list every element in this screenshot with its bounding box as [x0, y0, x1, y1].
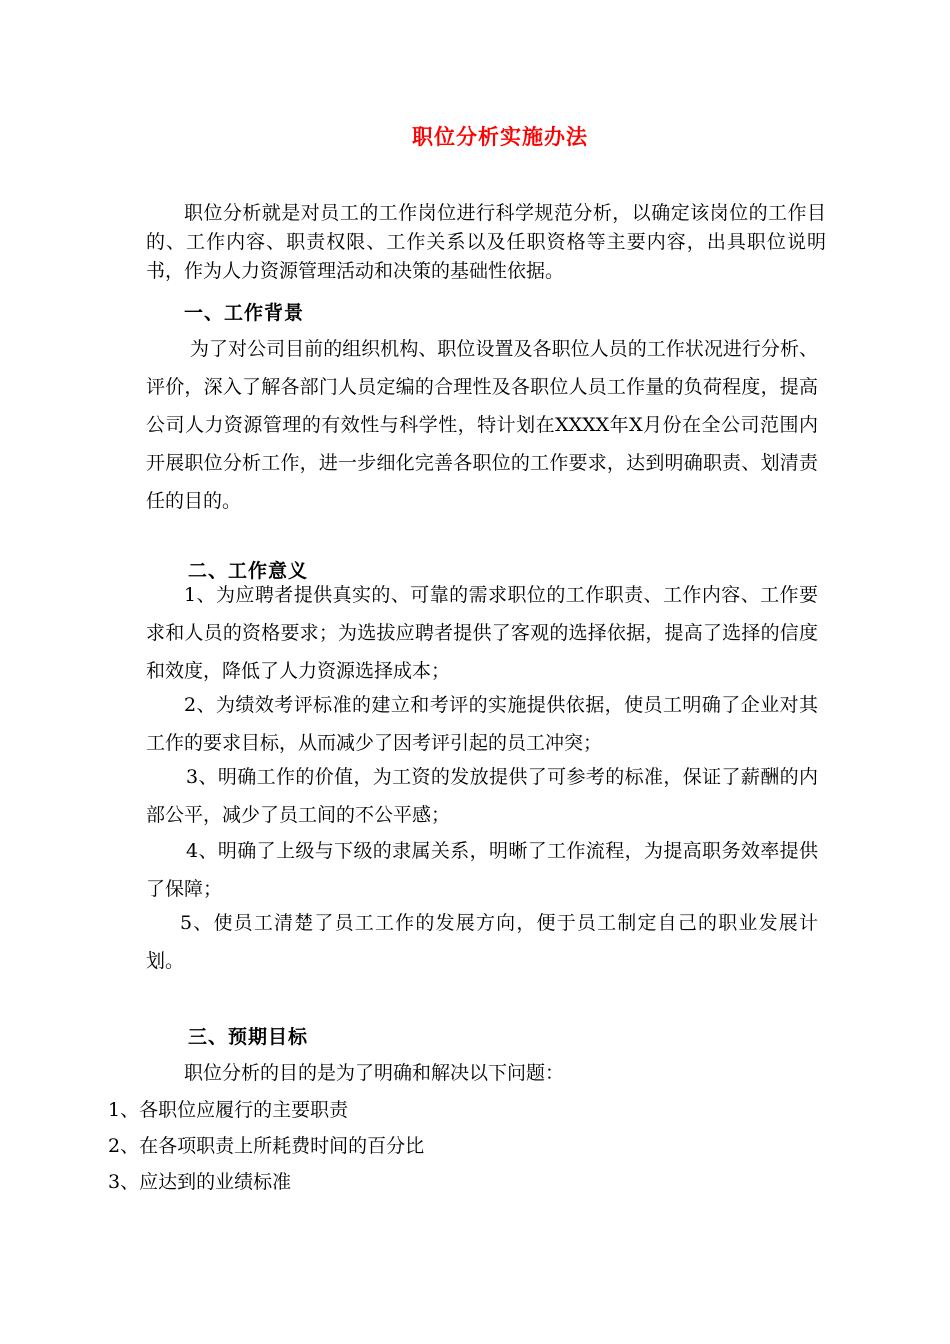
section-heading-goals: 三、预期目标	[188, 1026, 309, 1048]
list-item: 3、应达到的业绩标准	[108, 1171, 292, 1193]
significance-point-2: 2、为绩效考评标准的建立和考评的实施提供依据，使员工明确了企业对其工作的要求目标，从而减少了因考评引起的员工冲突；	[146, 694, 818, 754]
goals-paragraph: 职位分析的目的是为了明确和解决以下问题：	[184, 1062, 565, 1084]
significance-point-3: 3、明确工作的价值，为工资的发放提供了可参考的标准，保证了薪酬的内部公平，减少了员工间的不公平感；	[146, 766, 818, 826]
page-title: 职位分析实施办法	[412, 125, 588, 149]
significance-point-5: 5、使员工清楚了员工工作的发展方向，便于员工制定自己的职业发展计划。	[146, 912, 818, 972]
goals-list	[108, 1092, 424, 1200]
background-paragraph: 为了对公司目前的组织机构、职位设置及各职位人员的工作状况进行分析、评价，深入了解各部门人员定编的合理性及各职位人员工作量的负荷程度，提高公司人力资源管理的有效性与科学性，特计划在XXXX年X月份在全公司范围内开展职位分析工作，进一步细化完善各职位的工作要求，达到明确职责、划清责任的目的。	[146, 338, 818, 512]
section-heading-background: 一、工作背景	[184, 302, 305, 324]
intro-paragraph: 职位分析就是对员工的工作岗位进行科学规范分析，以确定该岗位的工作目的、工作内容、职责权限、工作关系以及任职资格等主要内容，出具职位说明书，作为人力资源管理活动和决策的基础性依据。	[146, 202, 826, 282]
list-item: 2、在各项职责上所耗费时间的百分比	[108, 1135, 425, 1157]
list-item: 1、各职位应履行的主要职责	[108, 1099, 349, 1121]
significance-point-1: 1、为应聘者提供真实的、可靠的需求职位的工作职责、工作内容、工作要求和人员的资格要求；为选拔应聘者提供了客观的选择依据，提高了选择的信度和效度，降低了人力资源选择成本；	[146, 584, 818, 682]
section-heading-significance: 二、工作意义	[188, 560, 309, 582]
significance-point-4: 4、明确了上级与下级的隶属关系，明晰了工作流程，为提高职务效率提供了保障；	[146, 840, 818, 900]
